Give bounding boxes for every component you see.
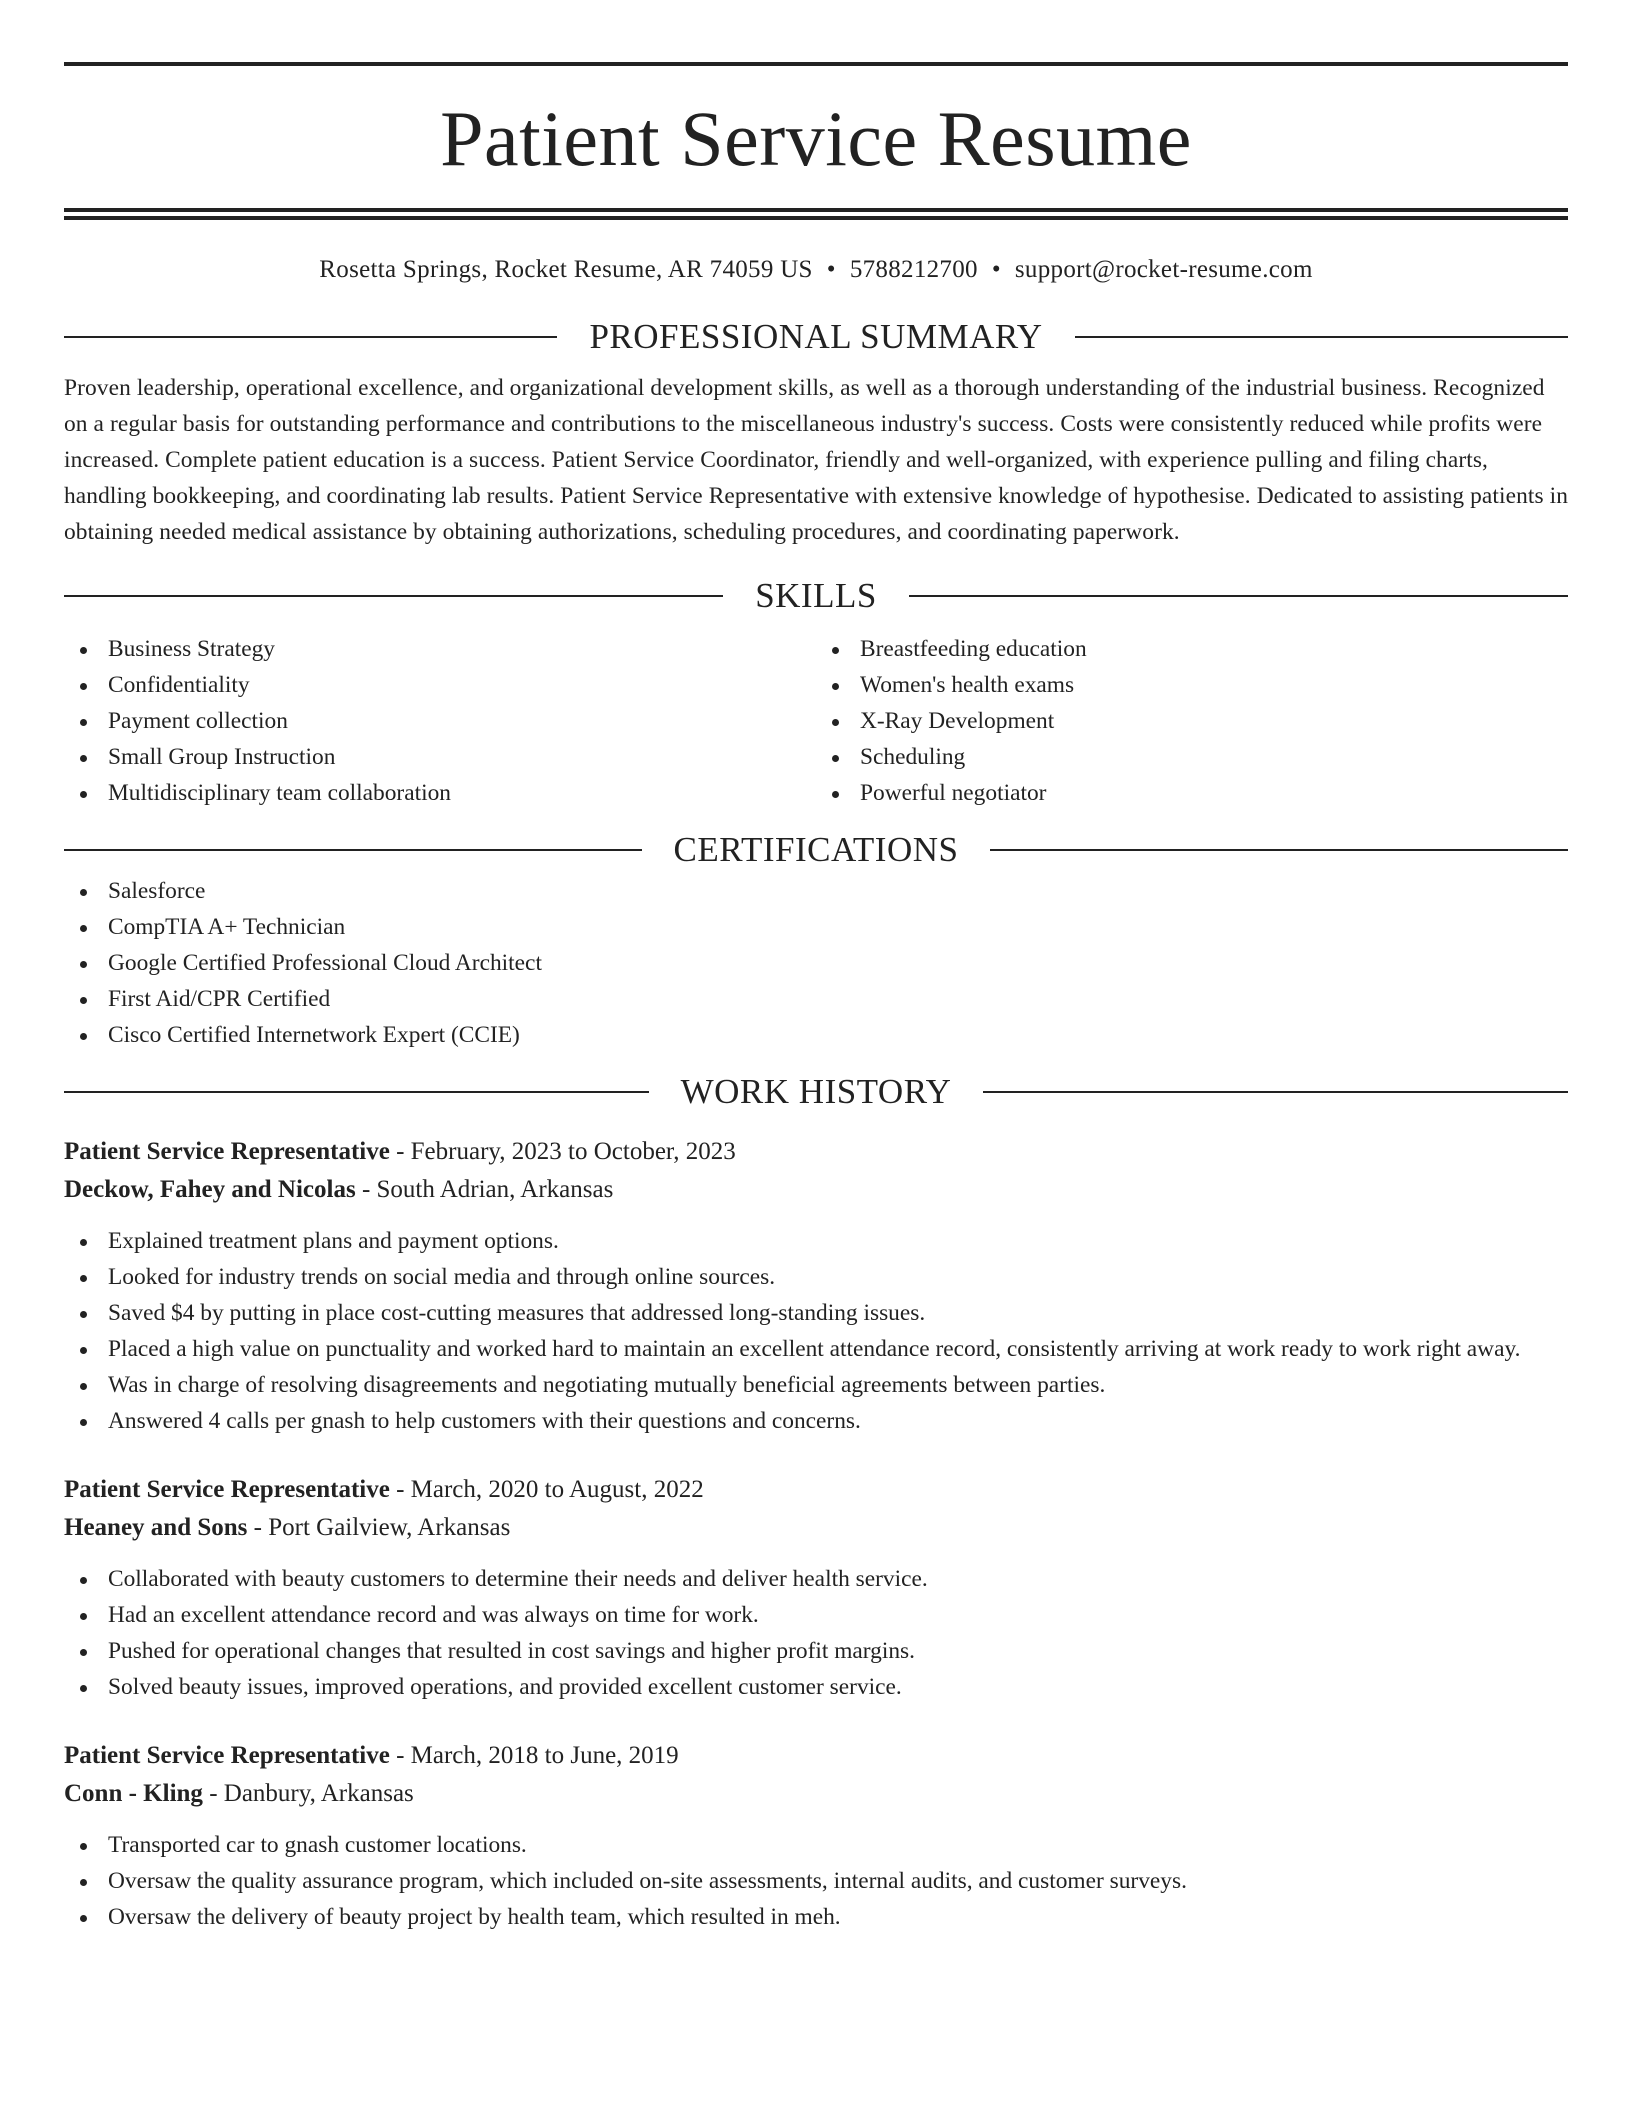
skill-item: Powerful negotiator [816, 775, 1568, 811]
job-entry [64, 1471, 1568, 1705]
certification-item: Google Certified Professional Cloud Architect [64, 945, 1568, 981]
certification-item: Cisco Certified Internetwork Expert (CCIE) [64, 1017, 1568, 1053]
job-company: Heaney and Sons [64, 1514, 248, 1542]
heading-rule-left [64, 849, 642, 851]
certifications-heading-label: CERTIFICATIONS [673, 830, 959, 870]
job-bullet: Transported car to gnash customer locations. [64, 1827, 1568, 1863]
heading-rule-left [64, 1091, 649, 1093]
contact-line [64, 256, 1568, 284]
job-title: Patient Service Representative [64, 1476, 390, 1504]
summary-heading [64, 314, 1568, 360]
heading-rule-right [990, 849, 1568, 851]
skill-item: Business Strategy [64, 631, 816, 667]
contact-phone: 5788212700 [849, 256, 978, 283]
skills-column-right [816, 631, 1568, 811]
skill-item: Small Group Instruction [64, 739, 816, 775]
certifications-list [64, 873, 1568, 1053]
work-history-heading [64, 1069, 1568, 1115]
job-title: Patient Service Representative [64, 1138, 390, 1166]
job-company: Conn - Kling [64, 1780, 203, 1808]
job-bullet: Collaborated with beauty customers to determine their needs and deliver health service. [64, 1561, 1568, 1597]
job-dates: - March, 2018 to June, 2019 [389, 1742, 679, 1770]
job-title-line [64, 1471, 1568, 1509]
certification-item: Salesforce [64, 873, 1568, 909]
summary-text: Proven leadership, operational excellence, and organizational development skills, as well as a thorough understanding of the industrial business. Recognized on a regular basis for outstanding performance and contributions to the miscellaneous industry's success. Costs were consistently reduced while profits were increased. Complete patient education is a success. Patient Service Coordinator, friendly and well-organized, with experience pulling and filing charts, handling bookkeeping, and coordinating lab results. Patient Service Representative with extensive knowledge of hypothesise. Dedicated to assisting patients in obtaining needed medical assistance by obtaining authorizations, scheduling procedures, and coordinating paperwork. [64, 375, 1569, 545]
skills-list [64, 631, 1568, 811]
job-bullet: Saved $4 by putting in place cost-cutting measures that addressed long-standing issues. [64, 1295, 1568, 1331]
job-bullet: Oversaw the delivery of beauty project by health team, which resulted in meh. [64, 1899, 1568, 1935]
job-company-line [64, 1171, 1568, 1209]
skill-item: Payment collection [64, 703, 816, 739]
skill-item: Multidisciplinary team collaboration [64, 775, 816, 811]
work-history-heading-label: WORK HISTORY [680, 1072, 952, 1112]
heading-rule-right [909, 595, 1568, 597]
job-bullet: Had an excellent attendance record and was always on time for work. [64, 1597, 1568, 1633]
skill-item: Women's health exams [816, 667, 1568, 703]
contact-separator: • [991, 256, 1001, 283]
job-dates: - March, 2020 to August, 2022 [389, 1476, 704, 1504]
heading-rule-right [1075, 336, 1568, 338]
title-double-rule [64, 208, 1568, 220]
job-location: - Danbury, Arkansas [202, 1780, 414, 1808]
certification-item: CompTIA A+ Technician [64, 909, 1568, 945]
job-title-line [64, 1737, 1568, 1775]
job-bullet: Solved beauty issues, improved operations, and provided excellent customer service. [64, 1669, 1568, 1705]
skills-heading [64, 573, 1568, 619]
heading-rule-left [64, 336, 557, 338]
skills-column-left [64, 631, 816, 811]
job-bullet: Answered 4 calls per gnash to help customers with their questions and concerns. [64, 1403, 1568, 1439]
job-bullets [64, 1561, 1568, 1705]
certification-item: First Aid/CPR Certified [64, 981, 1568, 1017]
job-bullet: Was in charge of resolving disagreements and negotiating mutually beneficial agreements between parties. [64, 1367, 1568, 1403]
job-company-line [64, 1509, 1568, 1547]
job-bullets [64, 1223, 1568, 1439]
job-location: - Port Gailview, Arkansas [247, 1514, 511, 1542]
job-company-line [64, 1775, 1568, 1813]
top-rule [64, 62, 1568, 66]
skill-item: Confidentiality [64, 667, 816, 703]
certifications-heading [64, 827, 1568, 873]
job-entry [64, 1133, 1568, 1439]
job-bullet: Oversaw the quality assurance program, which included on-site assessments, internal audits, and customer surveys. [64, 1863, 1568, 1899]
contact-separator: • [826, 256, 836, 283]
job-company: Deckow, Fahey and Nicolas [64, 1176, 356, 1204]
job-title: Patient Service Representative [64, 1742, 390, 1770]
contact-email: support@rocket-resume.com [1014, 256, 1313, 283]
skill-item: Breastfeeding education [816, 631, 1568, 667]
resume-page [64, 62, 1568, 1935]
job-bullet: Explained treatment plans and payment options. [64, 1223, 1568, 1259]
heading-rule-right [983, 1091, 1568, 1093]
job-bullet: Placed a high value on punctuality and worked hard to maintain an excellent attendance record, consistently arriving at work ready to work right away. [64, 1331, 1568, 1367]
page-title: Patient Service Resume [440, 95, 1192, 182]
skill-item: X-Ray Development [816, 703, 1568, 739]
contact-address: Rosetta Springs, Rocket Resume, AR 74059 US [319, 256, 813, 283]
job-title-line [64, 1133, 1568, 1171]
skills-heading-label: SKILLS [755, 576, 877, 616]
job-bullet: Pushed for operational changes that resulted in cost savings and higher profit margins. [64, 1633, 1568, 1669]
heading-rule-left [64, 595, 723, 597]
skill-item: Scheduling [816, 739, 1568, 775]
job-location: - South Adrian, Arkansas [355, 1176, 614, 1204]
job-entry [64, 1737, 1568, 1935]
summary-heading-label: PROFESSIONAL SUMMARY [589, 317, 1043, 356]
job-bullet: Looked for industry trends on social media and through online sources. [64, 1259, 1568, 1295]
job-dates: - February, 2023 to October, 2023 [389, 1138, 736, 1166]
job-bullets [64, 1827, 1568, 1935]
